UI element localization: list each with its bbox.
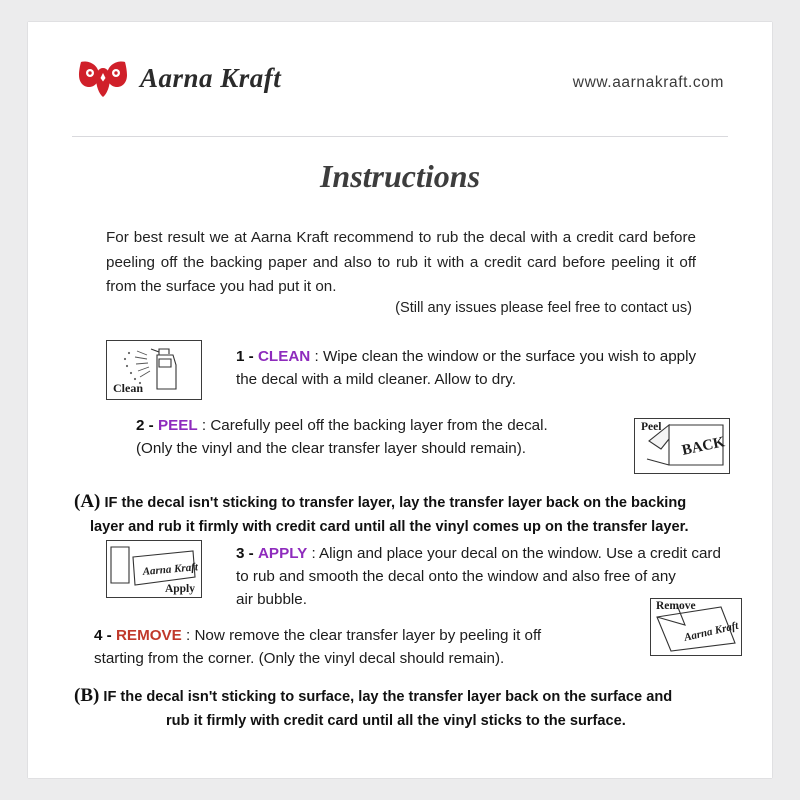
step-1-line1: Wipe clean the window or the surface you wish to apply <box>322 348 697 365</box>
step-3-number: 3 - <box>236 545 254 562</box>
step-3-keyword: APPLY <box>257 545 308 562</box>
peel-icon-label: Peel <box>641 421 662 433</box>
sheet-inner <box>50 40 750 760</box>
step-4-remove <box>94 624 614 670</box>
note-b-line1: IF the decal isn't sticking to surface, lay the transfer layer back on the surface and <box>103 689 673 705</box>
step-2-line2: (Only the vinyl and the clear transfer layer should remain). <box>136 440 526 458</box>
step-3-separator: : <box>307 545 320 562</box>
spray-bottle-clean-icon <box>106 340 202 400</box>
step-2-separator: : <box>197 417 211 434</box>
step-4-line1: Now remove the clear transfer layer by peeling it off <box>194 627 542 644</box>
note-b-marker: (B) <box>74 685 100 706</box>
instruction-sheet <box>28 22 772 778</box>
clean-icon-label: Clean <box>113 381 143 395</box>
website-url: www.aarnakraft.com <box>572 74 724 91</box>
step-3-line1: Align and place your decal on the window. Use a credit card <box>319 545 721 562</box>
note-a-marker: (A) <box>74 491 101 512</box>
intro-paragraph: For best result we at Aarna Kraft recommend to rub the decal with a credit card before peeling off the backing paper and also to rub it with a credit card before peeling it off from the surface you had put it on. <box>106 229 696 296</box>
note-a-line1: IF the decal isn't sticking to transfer layer, lay the transfer layer back on the backing <box>104 495 687 511</box>
step-3-line3: air bubble. <box>236 591 307 609</box>
owl-logo-icon <box>78 58 128 98</box>
step-3-line2: to rub and smooth the decal onto the window and also free of any <box>236 568 676 586</box>
step-4-separator: : <box>181 627 195 644</box>
step-4-number: 4 - <box>94 627 112 644</box>
note-b-line2: rub it firmly with credit card until all the vinyl sticks to the surface. <box>166 712 626 729</box>
page-title: Instructions <box>319 158 481 194</box>
apply-icon-label: Apply <box>164 583 195 595</box>
step-4-line2: starting from the corner. (Only the vinyl decal should remain). <box>94 650 505 668</box>
step-2-line1: Carefully peel off the backing layer from the decal. <box>210 417 548 434</box>
step-2-peel <box>136 414 616 460</box>
step-1-separator: : <box>310 348 323 365</box>
note-b <box>74 682 764 732</box>
apply-decal-icon <box>106 540 202 598</box>
step-1-number: 1 - <box>236 348 254 365</box>
note-a <box>74 488 754 538</box>
peel-icon-back-label: BACK <box>680 434 727 459</box>
apply-icon-card-label: Aarna Kraft <box>142 561 199 578</box>
remove-icon-card-label: Aarna Kraft <box>682 619 740 644</box>
brand-lockup <box>78 58 281 98</box>
document-header <box>50 40 750 112</box>
step-1-keyword: CLEAN <box>257 348 311 365</box>
contact-note: (Still any issues please feel free to contact us) <box>395 300 692 316</box>
brand-name: Aarna Kraft <box>140 62 282 93</box>
header-divider <box>72 136 728 137</box>
note-a-line2: layer and rub it firmly with credit card until all the vinyl comes up on the transfer layer. <box>90 518 689 535</box>
step-4-keyword: REMOVE <box>115 627 182 644</box>
step-2-keyword: PEEL <box>157 417 198 434</box>
step-1-line2: the decal with a mild cleaner. Allow to dry. <box>236 371 516 389</box>
step-2-number: 2 - <box>136 417 154 434</box>
step-1-clean <box>236 345 756 391</box>
remove-transfer-icon <box>650 598 742 656</box>
remove-icon-label: Remove <box>656 600 696 612</box>
peel-back-icon <box>634 418 730 474</box>
